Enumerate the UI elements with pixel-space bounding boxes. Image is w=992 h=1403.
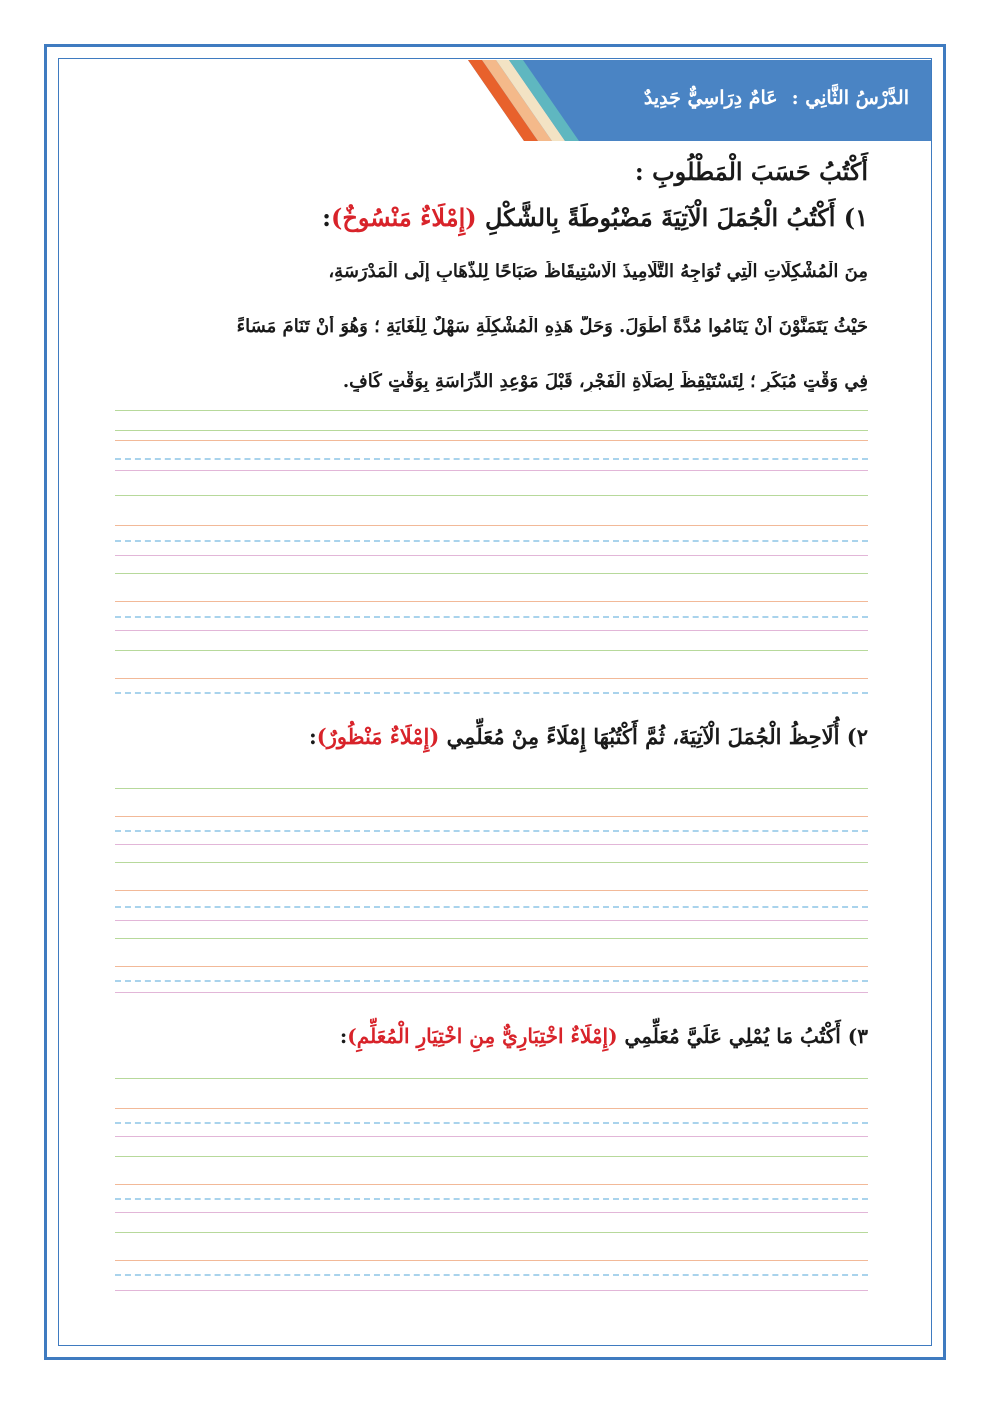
writing-area-3[interactable] bbox=[115, 1078, 868, 1303]
question-3-colon: : bbox=[339, 1024, 348, 1048]
writing-line bbox=[115, 555, 868, 556]
writing-line bbox=[115, 630, 868, 631]
question-1-text: أَكْتُبُ الْجُمَلَ الْآتِيَةَ مَضْبُوطَةً بِالشَّكْلِ bbox=[484, 203, 836, 232]
question-2-tag: (إِمْلَاءٌ مَنْظُورٌ) bbox=[316, 724, 440, 749]
writing-line bbox=[115, 1108, 868, 1109]
writing-line bbox=[115, 1212, 868, 1213]
lesson-name: عَامٌ دِرَاسِيٌّ جَدِيدٌ bbox=[643, 87, 778, 109]
question-1-colon: : bbox=[322, 203, 332, 232]
writing-area-1[interactable] bbox=[115, 410, 868, 695]
writing-line bbox=[115, 1232, 868, 1233]
writing-line bbox=[115, 1260, 868, 1261]
writing-line bbox=[115, 573, 868, 574]
writing-line bbox=[115, 1078, 868, 1079]
writing-line bbox=[115, 1274, 868, 1276]
writing-line bbox=[115, 1198, 868, 1200]
writing-line bbox=[115, 992, 868, 993]
writing-line bbox=[115, 601, 868, 602]
passage-line-2: حَيْثُ يَتَمَنَّوْنَ أَنْ يَنَامُوا مُدَّةً أَطْوَلَ. وَحَلُّ هَذِهِ الْمُشْكِلَةِ سَهْلٌ لِلْغَايَةِ ؛ وَهُوَ أَنْ تَنَامَ مَسَاءً bbox=[236, 316, 868, 337]
writing-line bbox=[115, 1184, 868, 1185]
writing-line bbox=[115, 470, 868, 471]
question-3-tag: (إِمْلَاءٌ اخْتِبَارِيٌّ مِنِ اخْتِيَارِ الْمُعَلِّمِ) bbox=[347, 1024, 618, 1048]
writing-line bbox=[115, 1290, 868, 1291]
question-2-number: ٢) bbox=[846, 724, 868, 749]
writing-line bbox=[115, 1156, 868, 1157]
writing-line bbox=[115, 540, 868, 542]
question-1-number: ١) bbox=[843, 203, 868, 232]
lesson-title bbox=[644, 87, 909, 109]
writing-line bbox=[115, 430, 868, 431]
writing-line bbox=[115, 678, 868, 679]
writing-line bbox=[115, 890, 868, 891]
passage-line-1: مِنَ الْمُشْكِلَاتِ الَّتِي تُوَاجِهُ التَّلَامِيذَ الْاسْتِيقَاظُ صَبَاحًا لِلذَّهَابِ إِلَى الْمَدْرَسَةِ، bbox=[328, 261, 868, 282]
question-3-number: ٣) bbox=[847, 1024, 868, 1048]
writing-line bbox=[115, 906, 868, 908]
writing-line bbox=[115, 525, 868, 526]
writing-line bbox=[115, 844, 868, 845]
writing-line bbox=[115, 980, 868, 982]
writing-line bbox=[115, 616, 868, 618]
writing-line bbox=[115, 495, 868, 496]
writing-line bbox=[115, 920, 868, 921]
writing-area-2[interactable] bbox=[115, 780, 868, 990]
writing-line bbox=[115, 1136, 868, 1137]
writing-line bbox=[115, 458, 868, 460]
question-3-text: أَكْتُبُ مَا يُمْلِي عَلَيَّ مُعَلِّمِي bbox=[624, 1024, 841, 1048]
question-2-prompt bbox=[309, 724, 868, 749]
passage-line-3: فِي وَقْتٍ مُبَكِّرٍ ؛ لِتَسْتَيْقِظَ لِصَلَاةِ الْفَجْرِ، قَبْلَ مَوْعِدِ الدِّرَاسَةِ بِوَقْتٍ كَافٍ. bbox=[342, 371, 868, 392]
writing-line bbox=[115, 650, 868, 651]
question-3-prompt bbox=[340, 1024, 868, 1048]
writing-line bbox=[115, 692, 868, 694]
writing-line bbox=[115, 1122, 868, 1124]
question-2-colon: : bbox=[309, 724, 317, 749]
writing-line bbox=[115, 862, 868, 863]
lesson-label: الدَّرْسُ الثَّانِي : bbox=[791, 87, 909, 109]
writing-line bbox=[115, 830, 868, 832]
writing-line bbox=[115, 788, 868, 789]
writing-line bbox=[115, 816, 868, 817]
writing-line bbox=[115, 938, 868, 939]
writing-line bbox=[115, 410, 868, 411]
question-1-tag: (إِمْلَاءٌ مَنْسُوخٌ) bbox=[331, 203, 477, 232]
question-1-prompt bbox=[322, 203, 868, 232]
writing-line bbox=[115, 966, 868, 967]
lesson-banner bbox=[412, 60, 931, 141]
instructions-heading: أَكْتُبُ حَسَبَ الْمَطْلُوبِ : bbox=[634, 157, 868, 186]
writing-line bbox=[115, 440, 868, 441]
question-2-text: أُلَاحِظُ الْجُمَلَ الْآتِيَةَ، ثُمَّ أَكْتُبُهَا إِمْلَاءً مِنْ مُعَلِّمِي bbox=[446, 724, 840, 749]
